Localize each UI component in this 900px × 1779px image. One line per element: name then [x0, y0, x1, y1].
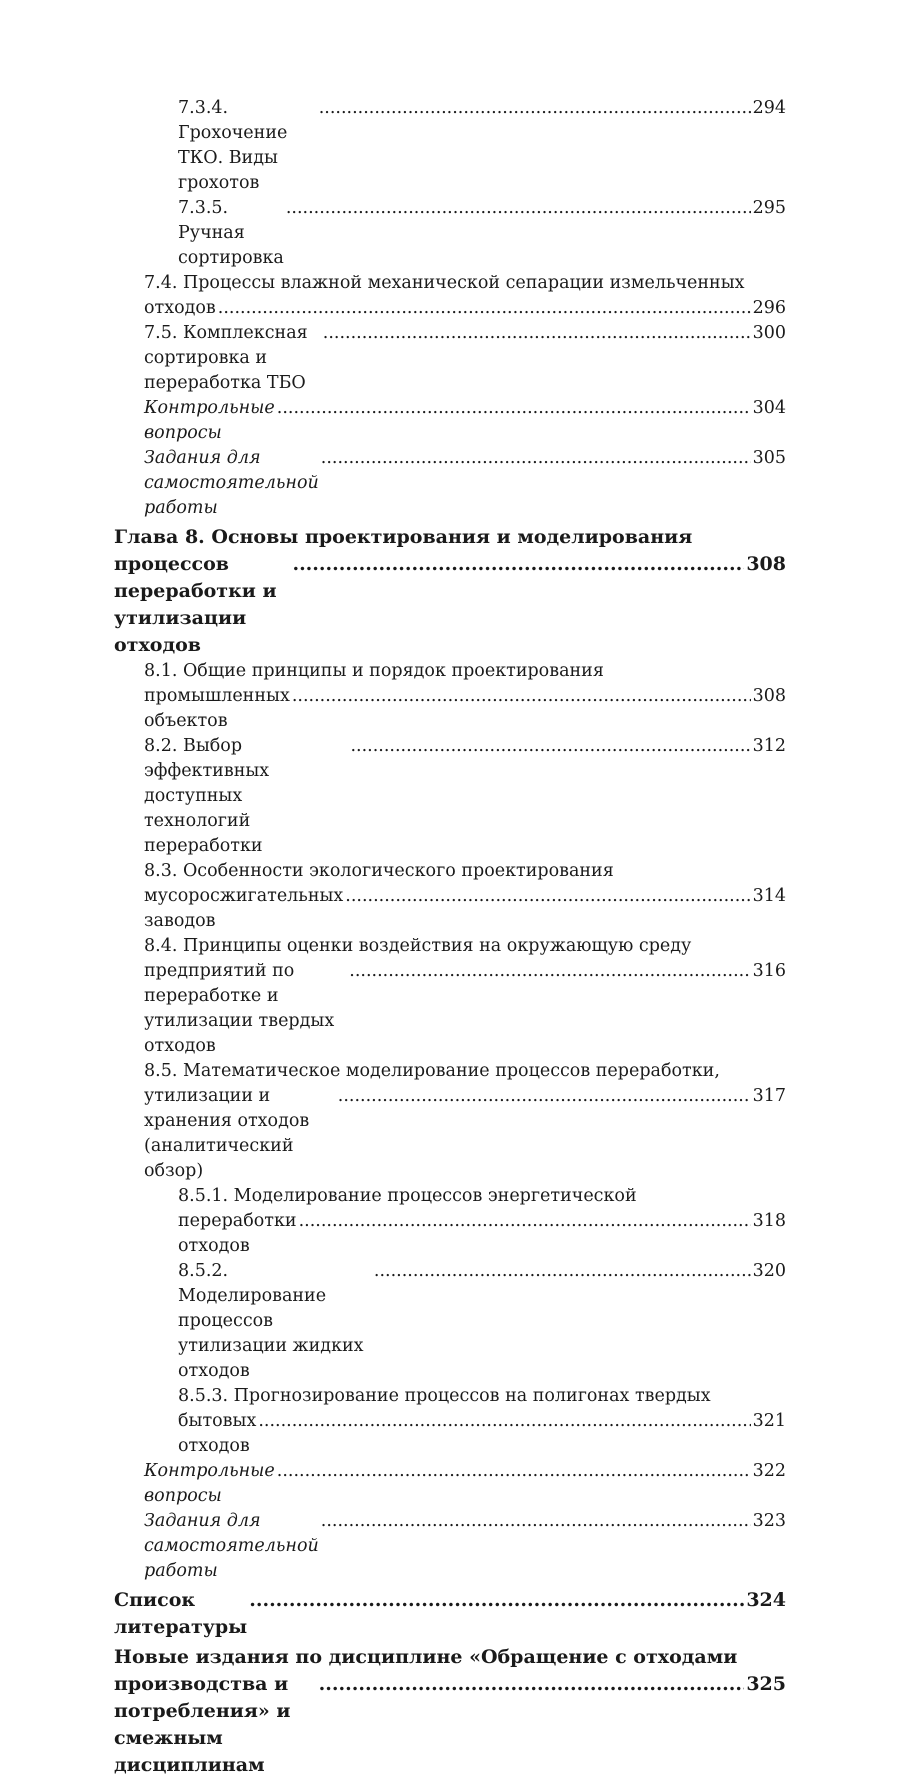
toc-page-number: 300: [752, 323, 786, 343]
toc-dot-leader: [323, 321, 751, 346]
toc-entry: [114, 1184, 786, 1259]
toc-entry-title: утилизации и хранения отходов (аналитический обзор): [144, 1086, 310, 1181]
toc-entry-title: 8.3. Особенности экологического проектирования: [144, 861, 614, 881]
toc-page-number: 324: [746, 1589, 786, 1611]
toc-entry-line-leader: [178, 1409, 786, 1459]
toc-entry: [114, 1509, 786, 1584]
toc-entry-title: мусоросжигательных заводов: [144, 886, 344, 931]
table-of-contents: [114, 96, 786, 1779]
toc-dot-leader: [350, 734, 750, 759]
toc-page-number: 323: [752, 1511, 786, 1531]
toc-entry-line-leader: [144, 446, 786, 521]
toc-entry-title: Новые издания по дисциплине «Обращение с отходами: [114, 1646, 738, 1668]
toc-page-number: 314: [752, 886, 786, 906]
toc-entry-title: 8.4. Принципы оценки воздействия на окружающую среду: [144, 936, 692, 956]
toc-dot-leader: [299, 1209, 751, 1234]
toc-page-number: 305: [752, 448, 786, 468]
toc-entry-title: Список литературы: [114, 1589, 248, 1638]
toc-page-number: 308: [752, 686, 786, 706]
toc-entry-line-leader: [144, 396, 786, 446]
toc-dot-leader: [292, 684, 751, 709]
toc-chapter-entry: [114, 1644, 786, 1779]
toc-dot-leader: [321, 1509, 751, 1534]
toc-entry-title: 7.3.4. Грохочение ТКО. Виды грохотов: [178, 98, 288, 193]
toc-entry-title: 8.5.1. Моделирование процессов энергетической: [178, 1186, 637, 1206]
toc-entry-line-leader: [114, 1671, 786, 1779]
toc-entry-title: процессов переработки и утилизации отходов: [114, 553, 277, 656]
toc-entry-line-leader: [144, 321, 786, 396]
toc-page-number: 320: [752, 1261, 786, 1281]
toc-entry-line-leader: [144, 296, 786, 321]
toc-entry-line-leader: [114, 551, 786, 659]
toc-entry-title: 7.4. Процессы влажной механической сепарации измельченных: [144, 273, 745, 293]
toc-dot-leader: [218, 296, 751, 321]
toc-entry-title: 8.2. Выбор эффективных доступных технологий переработки: [144, 736, 270, 856]
toc-entry-line-leader: [178, 196, 786, 271]
toc-dot-leader: [292, 551, 744, 578]
toc-entry-line-leader: [144, 959, 786, 1059]
toc-page-number: 325: [746, 1673, 786, 1695]
toc-entry-title: отходов: [144, 298, 216, 318]
toc-entry-title: Глава 8. Основы проектирования и моделирования: [114, 526, 693, 548]
toc-entry: [114, 321, 786, 396]
toc-dot-leader: [321, 446, 751, 471]
toc-dot-leader: [374, 1259, 751, 1284]
toc-entry-title: 8.5.2. Моделирование процессов утилизации жидких отходов: [178, 1261, 364, 1381]
toc-page-number: 294: [752, 98, 786, 118]
toc-entry-title: 8.1. Общие принципы и порядок проектирования: [144, 661, 604, 681]
toc-entry-title: Контрольные вопросы: [144, 398, 275, 443]
toc-entry: [114, 1259, 786, 1384]
toc-dot-leader: [277, 396, 751, 421]
toc-entry: [114, 1459, 786, 1509]
toc-entry-title: переработки отходов: [178, 1211, 297, 1256]
toc-entry-line-leader: [178, 1259, 786, 1384]
toc-entry-title: 8.5.3. Прогнозирование процессов на полигонах твердых: [178, 1386, 711, 1406]
toc-entry-line-leader: [178, 1209, 786, 1259]
toc-dot-leader: [345, 884, 750, 909]
toc-dot-leader: [286, 196, 751, 221]
toc-dot-leader: [258, 1409, 750, 1434]
toc-page-number: 316: [752, 961, 786, 981]
toc-entry: [114, 196, 786, 271]
toc-chapter-entry: [114, 524, 786, 659]
toc-entry: [114, 396, 786, 446]
toc-entry: [114, 659, 786, 734]
toc-entry-line-leader: [144, 1459, 786, 1509]
toc-page-number: 312: [752, 736, 786, 756]
toc-entry-title: Контрольные вопросы: [144, 1461, 275, 1506]
toc-entry: [114, 734, 786, 859]
toc-page-number: 321: [752, 1411, 786, 1431]
toc-entry: [114, 446, 786, 521]
toc-entry-title: бытовых отходов: [178, 1411, 257, 1456]
toc-entry: [114, 271, 786, 321]
toc-entry-title: 7.5. Комплексная сортировка и переработка ТБО: [144, 323, 308, 393]
toc-entry-title: 7.3.5. Ручная сортировка: [178, 198, 284, 268]
toc-entry: [114, 1384, 786, 1459]
toc-entry-line-leader: [144, 884, 786, 934]
toc-entry-line-leader: [144, 684, 786, 734]
toc-entry: [114, 1059, 786, 1184]
toc-chapter-entry: [114, 1587, 786, 1641]
toc-dot-leader: [249, 1587, 744, 1614]
toc-dot-leader: [338, 1084, 751, 1109]
toc-page-number: 318: [752, 1211, 786, 1231]
toc-page-number: 308: [746, 553, 786, 575]
toc-entry: [114, 859, 786, 934]
toc-entry-title: промышленных объектов: [144, 686, 290, 731]
toc-entry: [114, 96, 786, 196]
toc-page-number: 296: [752, 298, 786, 318]
toc-page-number: 304: [752, 398, 786, 418]
toc-page-number: 295: [752, 198, 786, 218]
toc-entry-line-leader: [144, 1509, 786, 1584]
toc-entry-title: Задания для самостоятельной работы: [144, 1511, 319, 1581]
toc-entry-title: Задания для самостоятельной работы: [144, 448, 319, 518]
toc-dot-leader: [277, 1459, 751, 1484]
toc-dot-leader: [349, 959, 750, 984]
toc-entry-line-leader: [114, 1587, 786, 1641]
toc-entry-line-leader: [144, 1084, 786, 1184]
toc-dot-leader: [319, 96, 751, 121]
toc-entry-line-leader: [178, 96, 786, 196]
toc-entry: [114, 934, 786, 1059]
toc-dot-leader: [319, 1671, 745, 1698]
toc-entry-title: 8.5. Математическое моделирование процессов переработки,: [144, 1061, 720, 1081]
toc-page-number: 317: [752, 1086, 786, 1106]
toc-entry-title: производства и потребления» и смежным дисциплинам: [114, 1673, 291, 1776]
toc-page-number: 322: [752, 1461, 786, 1481]
toc-entry-line-leader: [144, 734, 786, 859]
toc-entry-title: предприятий по переработке и утилизации твердых отходов: [144, 961, 335, 1056]
